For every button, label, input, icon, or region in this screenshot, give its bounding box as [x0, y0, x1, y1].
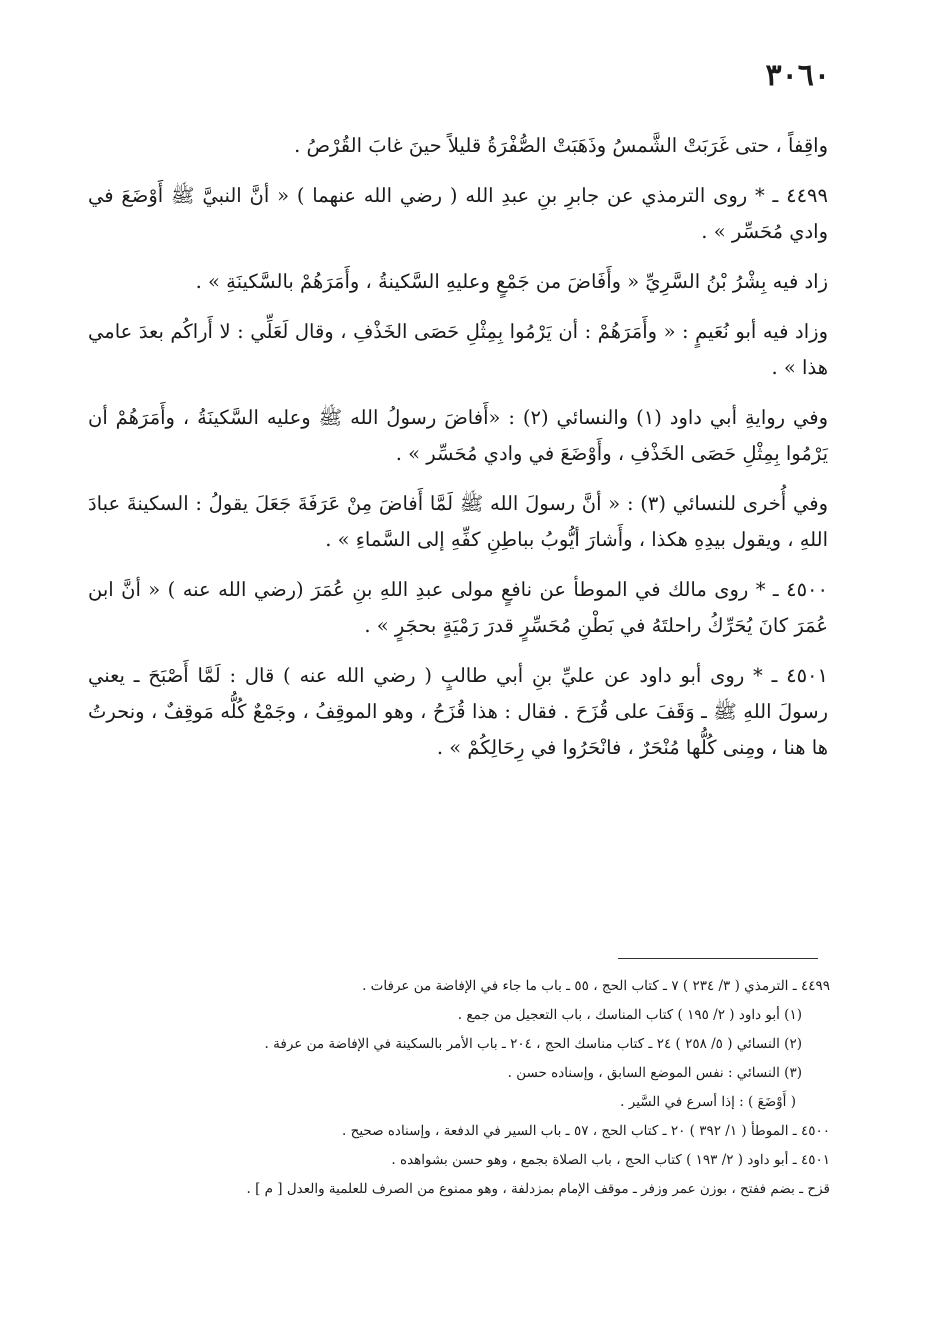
paragraph: وفي روايةِ أبي داود (١) والنسائي (٢) : «أَفاضَ رسولُ الله ﷺ وعليه السَّكينَةُ ، وأَمَرَهُمْ أن يَرْمُوا بِمِثْلِ حَصَى الخَذْفِ ، وأَوْضَعَ في وادي مُحَسِّر » . — [88, 406, 828, 465]
footnote-divider — [618, 958, 818, 959]
hadith-4499: ٤٤٩٩ ـ * روى الترمذي عن جابرِ بنِ عبدِ الله ( رضي الله عنهما ) « أنَّ النبيَّ ﷺ أَوْضَعَ في وادي مُحَسِّر » . — [88, 184, 828, 243]
footnote-1: (١) أبو داود ( ٢/ ١٩٥ ) كتاب المناسك ، باب التعجيل من جمع . — [457, 1007, 802, 1023]
footnote-4501: ٤٥٠١ ـ أبو داود ( ٢/ ١٩٣ ) كتاب الحج ، باب الصلاة بجمع ، وهو حسن بشواهده . — [391, 1152, 830, 1168]
paragraph: واقِفاً ، حتى غَرَبَتْ الشَّمسُ وذَهَبَتْ الصُّفْرَةُ قليلاً حينَ غابَ القُرْصُ . — [294, 134, 828, 157]
paragraph: وفي أُخرى للنسائي (٣) : « أنَّ رسولَ الله ﷺ لَمَّا أَفاضَ مِنْ عَرَفَةَ جَعَلَ يقولُ : السكينةَ عبادَ اللهِ ، ويقول بيدِهِ هكذا ، وأَشارَ أيُّوبُ بباطِنِ كفِّهِ إلى السَّماءِ » . — [88, 492, 828, 551]
page-number: ٣٠٦٠ — [765, 58, 830, 93]
footnote-qazah: قزح ـ بضم ففتح ، بوزن عمر وزفر ـ موقف الإمام بمزدلفة ، وهو ممنوع من الصرف للعلمية والعدل [ م ] . — [246, 1181, 830, 1197]
paragraph: زاد فيه بِشْرُ بْنُ السَّرِيِّ « وأَفَاضَ من جَمْعٍ وعليهِ السَّكينةُ ، وأَمَرَهُمْ بالسَّكينَةِ » . — [195, 270, 828, 293]
main-text — [88, 128, 828, 780]
footnotes — [140, 972, 830, 1204]
footnote-3: (٣) النسائي : نفس الموضع السابق ، وإسناده حسن . — [507, 1065, 802, 1081]
footnote-gloss: ( أَوْضَعَ ) : إذا أسرع في السَّير . — [620, 1094, 796, 1110]
hadith-4501: ٤٥٠١ ـ * روى أبو داود عن عليِّ بنِ أبي طالبٍ ( رضي الله عنه ) قال : لَمَّا أَصْبَحَ ـ يعني رسولَ اللهِ ﷺ ـ وَقَفَ على قُزَحَ . فقال : هذا قُزَحُ ، وهو الموقِفُ ، وجَمْعٌ كُلُّه مَوقِفٌ ، ونحرتُ ها هنا ، ومِنى كُلُّها مُنْحَرٌ ، فانْحَرُوا في رِحَالِكُمْ » . — [88, 664, 828, 759]
footnote-2: (٢) النسائي ( ٥/ ٢٥٨ ) ٢٤ ـ كتاب مناسك الحج ، ٢٠٤ ـ باب الأمر بالسكينة في الإفاضة من عرفة . — [264, 1036, 802, 1052]
hadith-4500: ٤٥٠٠ ـ * روى مالك في الموطأ عن نافعٍ مولى عبدِ اللهِ بنِ عُمَرَ (رضي الله عنه ) « أنَّ ابن عُمَرَ كانَ يُحَرِّكُ راحلتَهُ في بَطْنِ مُحَسِّرٍ قدرَ رَمْيَةٍ بحجَرٍ » . — [88, 578, 828, 637]
paragraph: وزاد فيه أبو نُعَيمٍ : « وأَمَرَهُمْ : أن يَرْمُوا بِمِثْلِ حَصَى الخَذْفِ ، وقال لَعَلِّي : لا أَراكُم بعدَ عامي هذا » . — [88, 320, 828, 379]
footnote-4499: ٤٤٩٩ ـ الترمذي ( ٣/ ٢٣٤ ) ٧ ـ كتاب الحج ، ٥٥ ـ باب ما جاء في الإفاضة من عرفات . — [362, 978, 830, 994]
footnote-4500: ٤٥٠٠ ـ الموطأ ( ١/ ٣٩٢ ) ٢٠ ـ كتاب الحج ، ٥٧ ـ باب السير في الدفعة ، وإسناده صحيح . — [342, 1123, 830, 1139]
